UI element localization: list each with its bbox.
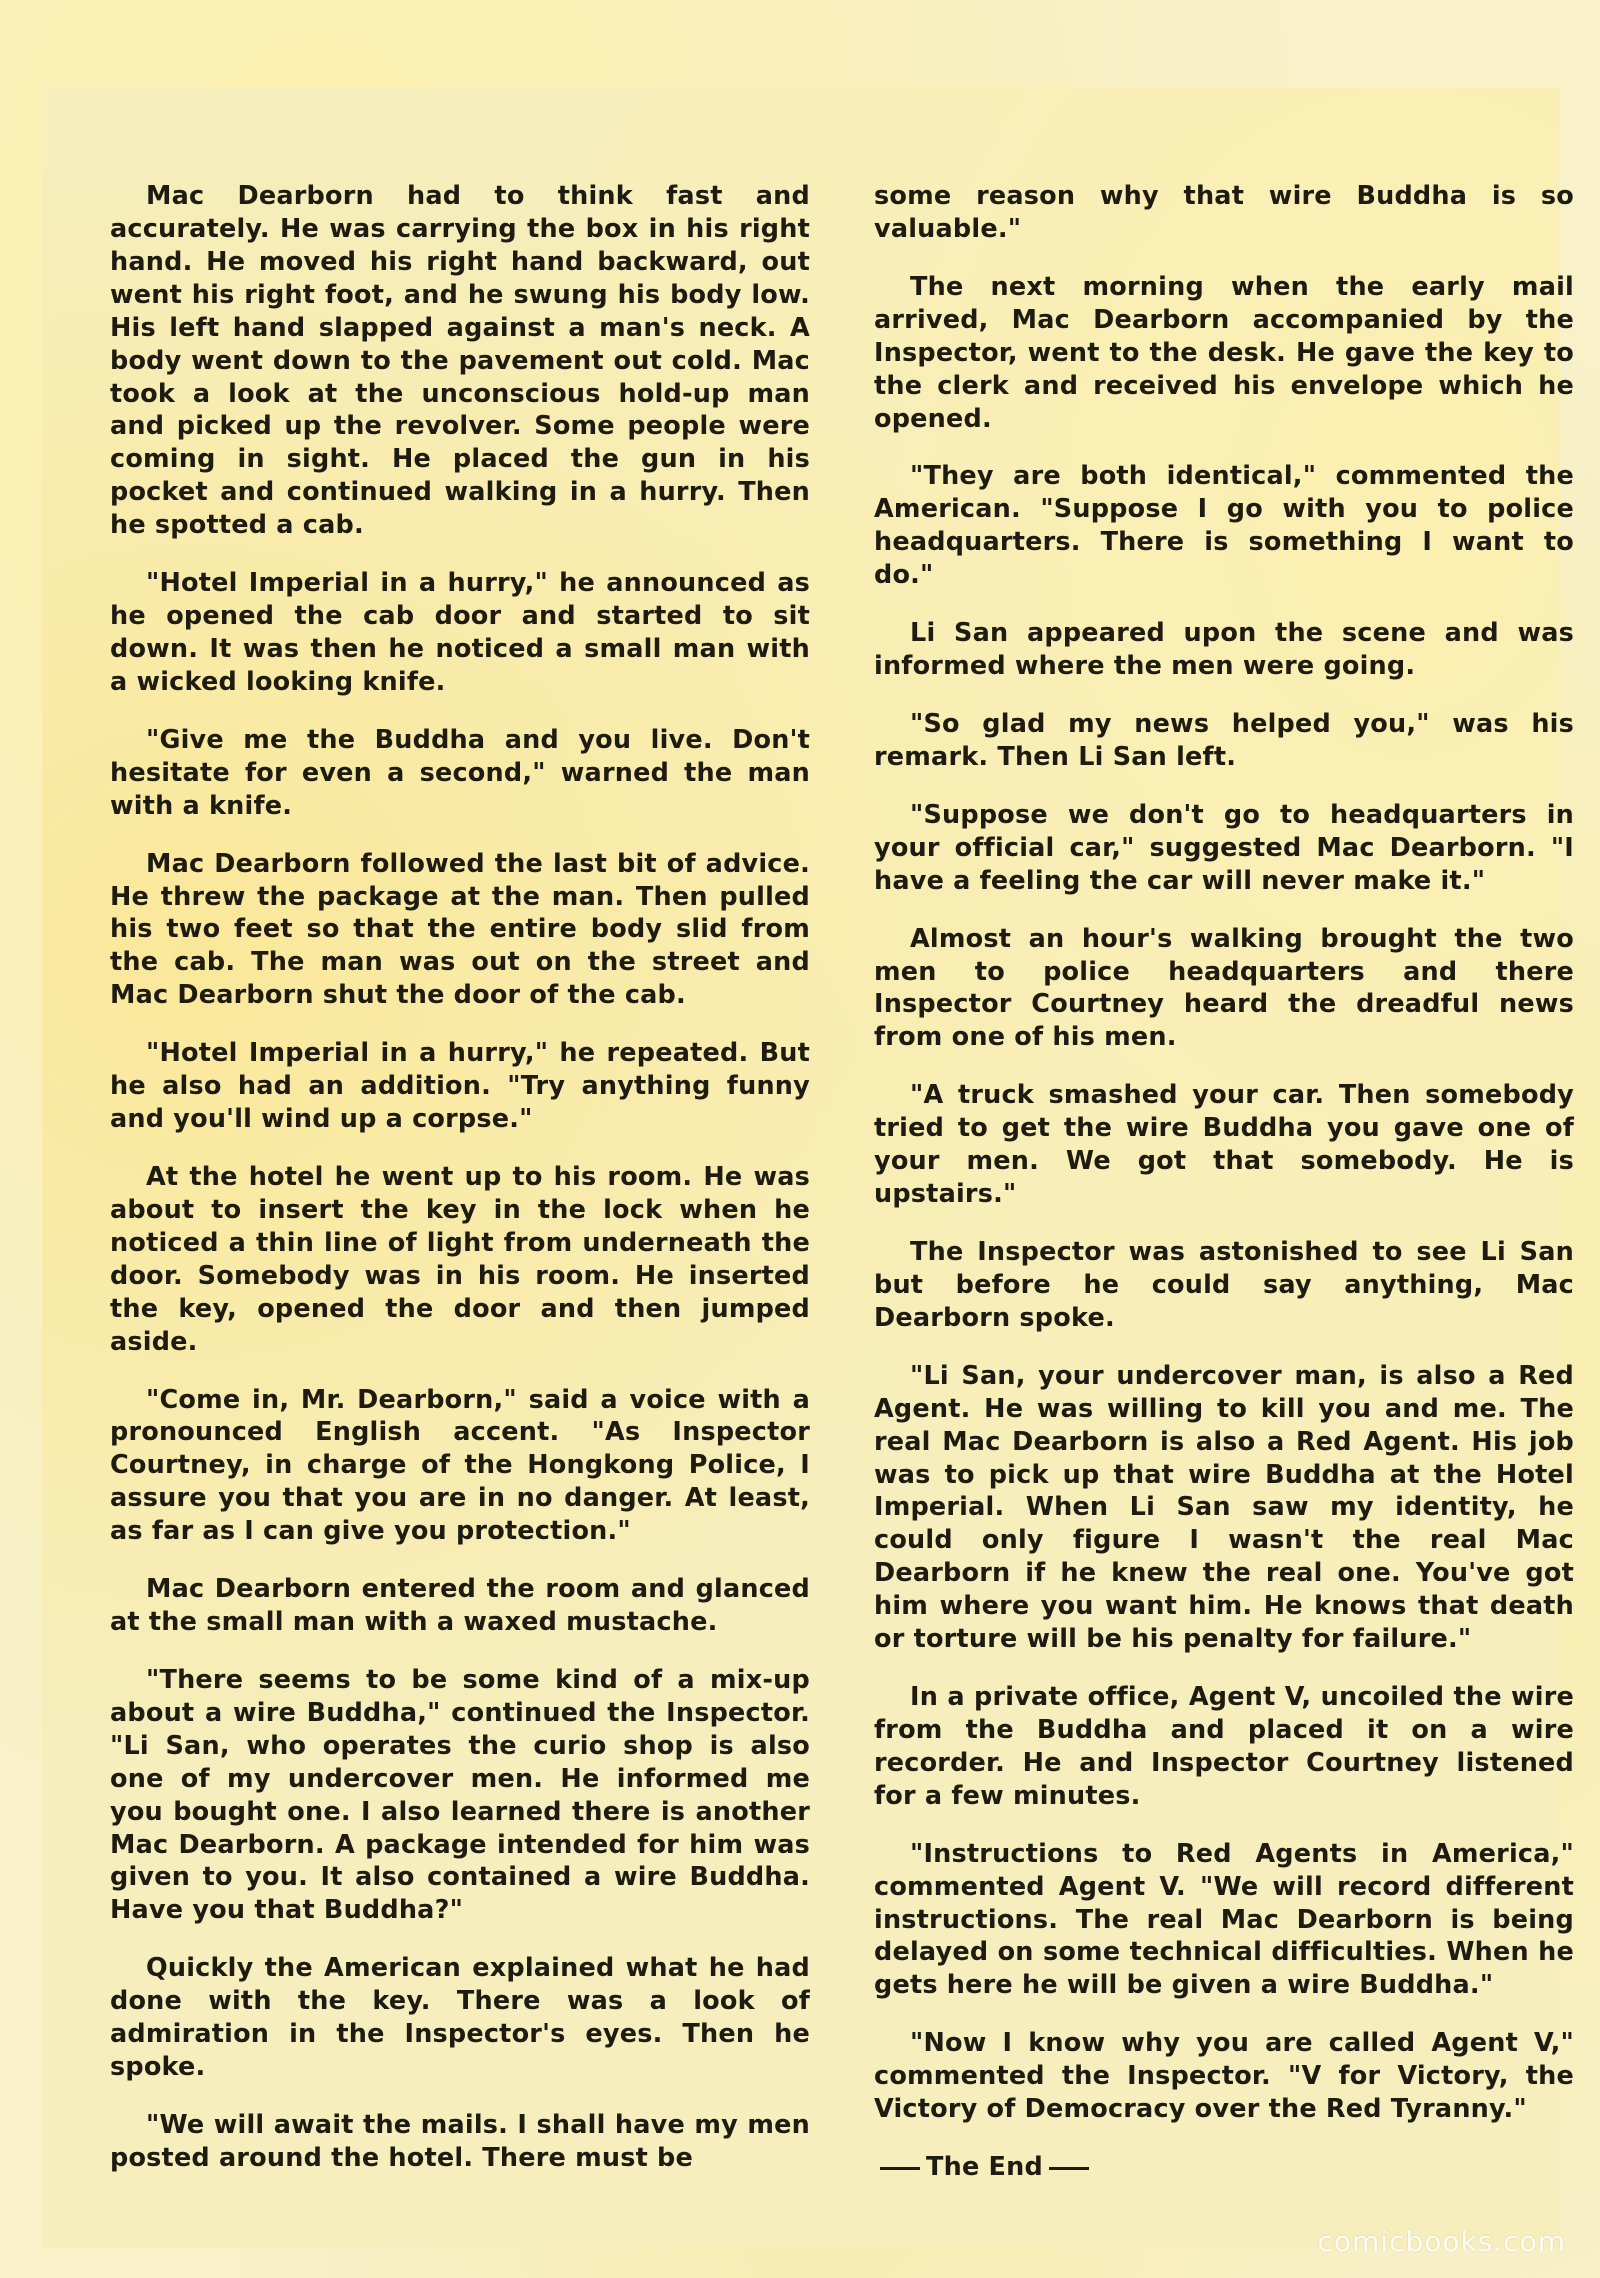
paragraph: Almost an hour's walking brought the two men to police headquarters and there Inspector Courtney heard the dreadful news from one of his men. <box>874 923 1574 1053</box>
text-panel <box>42 88 1574 2248</box>
paragraph: "Instructions to Red Agents in America," commented Agent V. "We will record different instructions. The real Mac Dearborn is being delayed on some technical difficulties. When he gets here he will be given a wire Buddha." <box>874 1838 1574 2001</box>
paragraph: Li San appeared upon the scene and was informed where the men were going. <box>874 618 1574 682</box>
dash-right <box>1049 2167 1089 2170</box>
paragraph: "Hotel Imperial in a hurry," he announced as he opened the cab door and started to sit down. It was then he noticed a small man with a wicked looking knife. <box>110 568 810 697</box>
left-column <box>110 180 810 2200</box>
paragraph: "Suppose we don't go to headquarters in your official car," suggested Mac Dearborn. "I have a feeling the car will never make it." <box>874 799 1574 896</box>
paragraph: "There seems to be some kind of a mix-up about a wire Buddha," continued the Inspector. "Li San, who operates the curio shop is also one of my undercover men. He informed me you bought one. I also learned there is another Mac Dearborn. A package intended for him was given to you. It also contained a wire Buddha. Have you that Buddha?" <box>110 1664 810 1926</box>
the-end-text: The End <box>926 2152 1043 2183</box>
paragraph: At the hotel he went up to his room. He was about to insert the key in the lock when he noticed a thin line of light from underneath the door. Somebody was in his room. He inserted the key, opened the door and then jumped aside. <box>110 1161 810 1357</box>
paragraph-continuation: some reason why that wire Buddha is so valuable." <box>874 181 1574 244</box>
paragraph: Mac Dearborn entered the room and glanced at the small man with a waxed mustache. <box>110 1574 810 1638</box>
paragraph: "Now I know why you are called Agent V," commented the Inspector. "V for Victory, the Victory of Democracy over the Red Tyranny." <box>874 2028 1574 2125</box>
the-end-marker <box>874 2151 1574 2184</box>
paragraph: "Li San, your undercover man, is also a Red Agent. He was willing to kill you and me. The real Mac Dearborn is also a Red Agent. His job was to pick up that wire Buddha at the Hotel Imperial. When Li San saw my identity, he could only figure I wasn't the real Mac Dearborn if he knew the real one. You've got him where you want him. He knows that death or torture will be his penalty for failure." <box>874 1360 1574 1655</box>
paragraph: Mac Dearborn followed the last bit of advice. He threw the package at the man. Then pulled his two feet so that the entire body slid from the cab. The man was out on the street and Mac Dearborn shut the door of the cab. <box>110 848 810 1011</box>
paragraph: Mac Dearborn had to think fast and accurately. He was carrying the box in his right hand. He moved his right hand backward, out went his right foot, and he swung his body low. His left hand slapped against a man's neck. A body went down to the pavement out cold. Mac took a look at the unconscious hold-up man and picked up the revolver. Some people were coming in sight. He placed the gun in his pocket and continued walking in a hurry. Then he spotted a cab. <box>110 181 810 541</box>
paragraph: The Inspector was astonished to see Li San but before he could say anything, Mac Dearborn spoke. <box>874 1236 1574 1333</box>
right-column <box>874 180 1574 2209</box>
paragraph: Quickly the American explained what he had done with the key. There was a look of admiration in the Inspector's eyes. Then he spoke. <box>110 1953 810 2083</box>
paragraph: The next morning when the early mail arrived, Mac Dearborn accompanied by the Inspector, went to the desk. He gave the key to the clerk and received his envelope which he opened. <box>874 271 1574 434</box>
paragraph: "Come in, Mr. Dearborn," said a voice with a pronounced English accent. "As Inspector Courtney, in charge of the Hongkong Police, I assure you that you are in no danger. At least, as far as I can give you protection." <box>110 1384 810 1547</box>
paragraph: "They are both identical," commented the American. "Suppose I go with you to police headquarters. There is something I want to do." <box>874 461 1574 591</box>
site-watermark: comicbooks.com <box>1317 2225 1566 2258</box>
paragraph: In a private office, Agent V, uncoiled the wire from the Buddha and placed it on a wire recorder. He and Inspector Courtney listened for a few minutes. <box>874 1682 1574 1811</box>
dash-left <box>880 2167 920 2170</box>
paragraph: "Give me the Buddha and you live. Don't hesitate for even a second," warned the man with a knife. <box>110 724 810 821</box>
paragraph: "So glad my news helped you," was his remark. Then Li San left. <box>874 708 1574 772</box>
paragraph: "A truck smashed your car. Then somebody tried to get the wire Buddha you gave one of your men. We got that somebody. He is upstairs." <box>874 1080 1574 1210</box>
paragraph: "We will await the mails. I shall have my men posted around the hotel. There must be <box>110 2110 810 2173</box>
paragraph: "Hotel Imperial in a hurry," he repeated. But he also had an addition. "Try anything funny and you'll wind up a corpse." <box>110 1038 810 1135</box>
